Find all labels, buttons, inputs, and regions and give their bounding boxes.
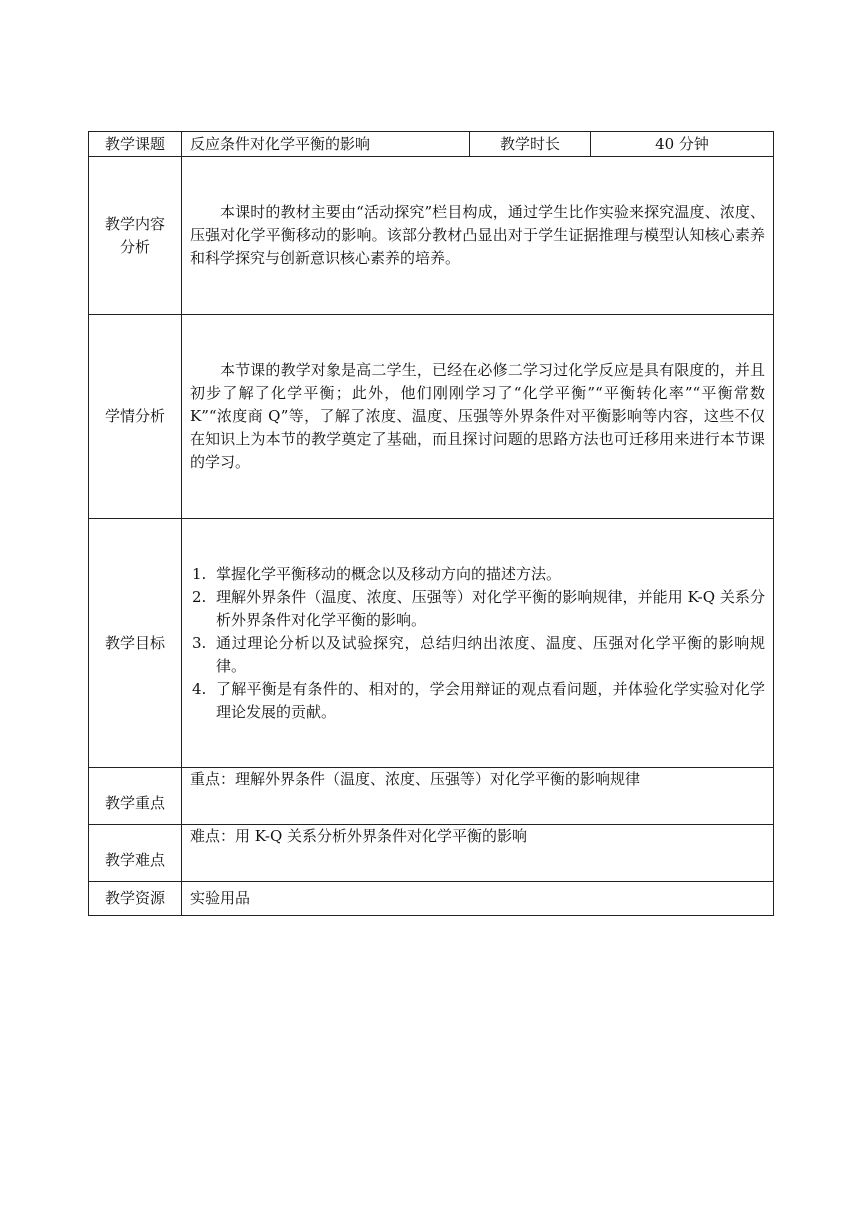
content-analysis-label-line1: 教学内容 bbox=[104, 214, 165, 233]
goal-number: 1. bbox=[192, 564, 207, 583]
student-analysis-label: 学情分析 bbox=[89, 315, 182, 519]
resources-text: 实验用品 bbox=[182, 882, 774, 916]
row-difficult-points bbox=[89, 825, 774, 882]
goal-text: 通过理论分析以及试验探究，总结归纳出浓度、温度、压强对化学平衡的影响规律。 bbox=[216, 633, 765, 675]
row-content-analysis bbox=[89, 157, 774, 315]
duration-value: 40 分钟 bbox=[591, 132, 774, 157]
duration-label: 教学时长 bbox=[470, 132, 591, 157]
teaching-goals-label: 教学目标 bbox=[89, 519, 182, 768]
content-analysis-text: 本课时的教材主要由“活动探究”栏目构成，通过学生比作实验来探究温度、浓度、压强对化学平衡移动的影响。该部分教材凸显出对于学生证据推理与模型认知核心素养和科学探究与创新意识核心素养的培养。 bbox=[190, 203, 765, 267]
content-analysis-label-line2: 分析 bbox=[119, 237, 150, 256]
student-analysis-cell bbox=[182, 315, 774, 519]
topic-label: 教学课题 bbox=[89, 132, 182, 157]
goal-text: 理解外界条件（温度、浓度、压强等）对化学平衡的影响规律，并能用 K-Q 关系分析外界条件对化学平衡的影响。 bbox=[216, 587, 765, 629]
row-teaching-goals bbox=[89, 519, 774, 768]
row-topic bbox=[89, 132, 774, 157]
key-points-text: 重点：理解外界条件（温度、浓度、压强等）对化学平衡的影响规律 bbox=[182, 768, 774, 825]
teaching-goals-cell bbox=[182, 519, 774, 768]
content-analysis-cell bbox=[182, 157, 774, 315]
goal-text: 掌握化学平衡移动的概念以及移动方向的描述方法。 bbox=[216, 564, 562, 583]
goal-item bbox=[192, 563, 765, 586]
row-student-analysis bbox=[89, 315, 774, 519]
goal-number: 2. bbox=[192, 587, 207, 606]
goal-item bbox=[192, 678, 765, 724]
goal-number: 4. bbox=[192, 679, 207, 698]
goal-item bbox=[192, 632, 765, 678]
difficult-points-label: 教学难点 bbox=[89, 825, 182, 882]
content-analysis-label bbox=[89, 157, 182, 315]
row-key-points bbox=[89, 768, 774, 825]
goal-number: 3. bbox=[192, 633, 207, 652]
student-analysis-text: 本节课的教学对象是高二学生，已经在必修二学习过化学反应是具有限度的，并且初步了解了化学平衡；此外，他们刚刚学习了“化学平衡”“平衡转化率”“平衡常数 K”“浓度商 Q”等，了解了浓度、温度、压强等外界条件对平衡影响等内容，这些不仅在知识上为本节的教学奠定了基础，而且探讨问题的思路方法也可迁移用来进行本节课的学习。 bbox=[190, 361, 765, 471]
key-points-label: 教学重点 bbox=[89, 768, 182, 825]
topic-value: 反应条件对化学平衡的影响 bbox=[182, 132, 470, 157]
resources-label: 教学资源 bbox=[89, 882, 182, 916]
difficult-points-text: 难点：用 K-Q 关系分析外界条件对化学平衡的影响 bbox=[182, 825, 774, 882]
goal-text: 了解平衡是有条件的、相对的，学会用辩证的观点看问题，并体验化学实验对化学理论发展的贡献。 bbox=[216, 679, 765, 721]
teaching-goals-list bbox=[190, 563, 765, 724]
goal-item bbox=[192, 586, 765, 632]
lesson-plan-table bbox=[88, 131, 774, 916]
row-resources bbox=[89, 882, 774, 916]
